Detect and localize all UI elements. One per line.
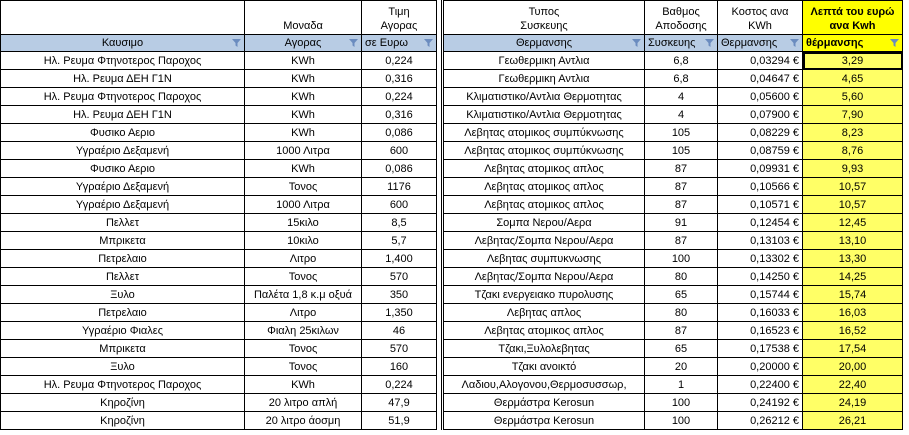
unit-cell[interactable]: Φιαλη 25κιλων [245, 322, 362, 340]
efficiency-cell[interactable]: 6,8 [645, 70, 718, 88]
header-row-filter [1, 35, 903, 52]
efficiency-cell[interactable]: 6,8 [645, 52, 718, 70]
fuel-cell[interactable]: Ηλ. Ρευμα Φτηνοτερος Παροχος [1, 52, 245, 70]
price-cell[interactable]: 1176 [362, 178, 437, 196]
fuel-cell[interactable]: Ηλ. Ρευμα Φτηνοτερος Παροχος [1, 376, 245, 394]
unit-cell[interactable]: KWh [245, 52, 362, 70]
system-cell[interactable]: Τζακι,Ξυλολεβητας [443, 340, 645, 358]
price-cell[interactable]: 0,224 [362, 52, 437, 70]
efficiency-cell[interactable]: 87 [645, 322, 718, 340]
cost-cell[interactable]: 0,13103 € [718, 232, 803, 250]
cents-cell[interactable]: 22,40 [803, 376, 903, 394]
table-row [1, 124, 903, 142]
table-row [1, 88, 903, 106]
cents-cell[interactable]: 26,21 [803, 412, 903, 430]
system-cell[interactable]: Λεβητας ατομικος απλος [443, 196, 645, 214]
fuel-cell[interactable]: Φυσικο Αεριο [1, 124, 245, 142]
cost-cell[interactable]: 0,09931 € [718, 160, 803, 178]
system-column-header[interactable]: Θερμανσης [443, 35, 645, 52]
cost-column-header[interactable]: Θερμανσης [718, 35, 803, 52]
unit-cell[interactable]: Λιτρο [245, 250, 362, 268]
table-row [1, 214, 903, 232]
unit-cell[interactable]: KWh [245, 70, 362, 88]
fuel-cell[interactable]: Ξυλο [1, 286, 245, 304]
cents-cell[interactable]: 3,29 [803, 52, 903, 70]
system-cell[interactable]: Γεωθερμικη Αντλια [443, 52, 645, 70]
unit-column-header[interactable]: Αγορας [245, 35, 362, 52]
price-cell[interactable]: 1,400 [362, 250, 437, 268]
system-cell[interactable]: Θερμάστρα Kerosun [443, 412, 645, 430]
fuel-cell[interactable]: Κηροζίνη [1, 412, 245, 430]
cost-cell[interactable]: 0,12454 € [718, 214, 803, 232]
unit-cell[interactable]: 20 λιτρο απλή [245, 394, 362, 412]
fuel-cell[interactable]: Πελλετ [1, 214, 245, 232]
filter-dropdown-icon[interactable] [790, 39, 799, 47]
table-row [1, 322, 903, 340]
fuel-cell[interactable]: Μπρικετα [1, 340, 245, 358]
unit-cell[interactable]: Τονος [245, 358, 362, 376]
fuel-column-header[interactable]: Καυσιμο [1, 35, 245, 52]
table-row [1, 412, 903, 430]
price-cell[interactable]: 1,350 [362, 304, 437, 322]
cents-cell[interactable]: 10,57 [803, 178, 903, 196]
cents-cell[interactable]: 13,30 [803, 250, 903, 268]
price-cell[interactable]: 0,086 [362, 124, 437, 142]
system-cell[interactable]: Κλιματιστικο/Αντλια Θερμοτητας [443, 106, 645, 124]
system-cell[interactable]: Λεβητας ατομικος συμπύκνωσης [443, 124, 645, 142]
price-cell[interactable]: 0,224 [362, 376, 437, 394]
unit-cell[interactable]: 1000 Λιτρα [245, 142, 362, 160]
efficiency-cell[interactable]: 80 [645, 304, 718, 322]
fuel-cell[interactable]: Ηλ. Ρευμα ΔΕΗ Γ1Ν [1, 106, 245, 124]
cents-cell[interactable]: 10,57 [803, 196, 903, 214]
efficiency-cell[interactable]: 91 [645, 214, 718, 232]
efficiency-cell[interactable]: 65 [645, 286, 718, 304]
efficiency-cell[interactable]: 87 [645, 232, 718, 250]
price-cell[interactable]: 5,7 [362, 232, 437, 250]
fuel-cell[interactable]: Φυσικο Αεριο [1, 160, 245, 178]
table-row [1, 106, 903, 124]
price-cell[interactable]: 0,316 [362, 106, 437, 124]
price-cell[interactable]: 0,224 [362, 88, 437, 106]
cents-cell[interactable]: 8,76 [803, 142, 903, 160]
price-cell[interactable]: 570 [362, 340, 437, 358]
cents-cell[interactable]: 8,23 [803, 124, 903, 142]
system-cell[interactable]: Λεβητας ατομικος απλος [443, 160, 645, 178]
cents-cell[interactable]: 16,52 [803, 322, 903, 340]
cents-cell[interactable]: 14,25 [803, 268, 903, 286]
system-cell[interactable]: Λεβητας ατομικος απλος [443, 178, 645, 196]
cost-cell[interactable]: 0,13302 € [718, 250, 803, 268]
unit-cell[interactable]: KWh [245, 124, 362, 142]
unit-cell[interactable]: 15κιλο [245, 214, 362, 232]
cents-column-header[interactable]: θέρμανσης [803, 35, 903, 52]
table-row [1, 268, 903, 286]
unit-cell[interactable]: KWh [245, 106, 362, 124]
table-row [1, 232, 903, 250]
fuel-cell[interactable]: Υγραέριο Δεξαμενή [1, 142, 245, 160]
system-cell[interactable]: Θερμάστρα Kerosun [443, 394, 645, 412]
price-cell[interactable]: 600 [362, 142, 437, 160]
unit-cell[interactable]: Τονος [245, 340, 362, 358]
fuel-cell[interactable]: Ηλ. Ρευμα ΔΕΗ Γ1Ν [1, 70, 245, 88]
unit-cell[interactable]: 10κιλο [245, 232, 362, 250]
filter-dropdown-icon[interactable] [349, 39, 358, 47]
cents-cell[interactable]: 20,00 [803, 358, 903, 376]
cost-cell[interactable]: 0,14250 € [718, 268, 803, 286]
system-cell[interactable]: Λεβητας/Σομπα Νερου/Αερα [443, 268, 645, 286]
efficiency-cell[interactable]: 105 [645, 124, 718, 142]
cost-cell[interactable]: 0,20000 € [718, 358, 803, 376]
unit-cell[interactable]: Παλέτα 1,8 κ.μ οξυά [245, 286, 362, 304]
filter-dropdown-icon[interactable] [632, 39, 641, 47]
efficiency-cell[interactable]: 105 [645, 142, 718, 160]
efficiency-cell[interactable]: 80 [645, 268, 718, 286]
cents-header-top: Λεπτά του ευρώ ανα Kwh [803, 1, 903, 35]
cost-cell[interactable]: 0,08759 € [718, 142, 803, 160]
cost-cell[interactable]: 0,10566 € [718, 178, 803, 196]
cost-cell[interactable]: 0,03294 € [718, 52, 803, 70]
table-row [1, 358, 903, 376]
system-cell[interactable]: Κλιματιστικο/Αντλια Θερμοτητας [443, 88, 645, 106]
filter-dropdown-icon[interactable] [890, 39, 899, 47]
table-row [1, 178, 903, 196]
system-cell[interactable]: Σομπα Νερου/Αερα [443, 214, 645, 232]
fuel-cell[interactable]: Ηλ. Ρευμα Φτηνοτερος Παροχος [1, 88, 245, 106]
cents-cell[interactable]: 12,45 [803, 214, 903, 232]
table-row [1, 394, 903, 412]
eff-column-header[interactable]: Συσκευης [645, 35, 718, 52]
efficiency-cell[interactable]: 87 [645, 160, 718, 178]
filter-dropdown-icon[interactable] [705, 39, 714, 47]
fuel-header-top [1, 1, 245, 35]
table-row [1, 70, 903, 88]
fuel-cell[interactable]: Κηροζίνη [1, 394, 245, 412]
efficiency-cell[interactable]: 100 [645, 394, 718, 412]
filter-dropdown-icon[interactable] [232, 39, 241, 47]
table-row [1, 304, 903, 322]
filter-dropdown-icon[interactable] [424, 39, 433, 47]
unit-cell[interactable]: Λιτρο [245, 304, 362, 322]
cents-cell[interactable]: 4,65 [803, 70, 903, 88]
efficiency-cell[interactable]: 87 [645, 196, 718, 214]
cost-cell[interactable]: 0,07900 € [718, 106, 803, 124]
cents-cell[interactable]: 15,74 [803, 286, 903, 304]
cost-cell[interactable]: 0,05600 € [718, 88, 803, 106]
price-cell[interactable]: 0,316 [362, 70, 437, 88]
system-cell[interactable]: Λεβητας απλος [443, 304, 645, 322]
price-cell[interactable]: 8,5 [362, 214, 437, 232]
table-row [1, 340, 903, 358]
system-cell[interactable]: Λεβητας ατομικος συμπύκνωσης [443, 142, 645, 160]
price-cell[interactable]: 47,9 [362, 394, 437, 412]
price-column-header[interactable]: σε Ευρω [362, 35, 437, 52]
table-row [1, 376, 903, 394]
system-cell[interactable]: Λαδιου,Αλογονου,Θερμοσυσσωρ, [443, 376, 645, 394]
cents-cell[interactable]: 5,60 [803, 88, 903, 106]
price-cell[interactable]: 0,086 [362, 160, 437, 178]
cost-cell[interactable]: 0,26212 € [718, 412, 803, 430]
cost-header-top: Κοστος ανα KWh [718, 1, 803, 35]
cost-cell[interactable]: 0,17538 € [718, 340, 803, 358]
cents-cell[interactable]: 9,93 [803, 160, 903, 178]
unit-cell[interactable]: KWh [245, 376, 362, 394]
cents-cell[interactable]: 24,19 [803, 394, 903, 412]
price-header-top: Τιμη Αγορας [362, 1, 437, 35]
efficiency-cell[interactable]: 4 [645, 106, 718, 124]
price-cell[interactable]: 570 [362, 268, 437, 286]
table-row [1, 52, 903, 70]
cost-cell[interactable]: 0,10571 € [718, 196, 803, 214]
fuel-cell[interactable]: Υγραέριο Φιαλες [1, 322, 245, 340]
unit-cell[interactable]: KWh [245, 160, 362, 178]
table-row [1, 250, 903, 268]
efficiency-cell[interactable]: 20 [645, 358, 718, 376]
price-cell[interactable]: 51,9 [362, 412, 437, 430]
efficiency-cell[interactable]: 1 [645, 376, 718, 394]
table-row [1, 196, 903, 214]
fuel-cell[interactable]: Πετρελαιο [1, 304, 245, 322]
fuel-cell[interactable]: Υγραέριο Δεξαμενή [1, 178, 245, 196]
header-row-top [1, 1, 903, 35]
price-cell[interactable]: 350 [362, 286, 437, 304]
cost-cell[interactable]: 0,16033 € [718, 304, 803, 322]
unit-cell[interactable]: 1000 Λιτρα [245, 196, 362, 214]
table-row [1, 286, 903, 304]
unit-cell[interactable]: KWh [245, 88, 362, 106]
fuel-cell[interactable]: Πελλετ [1, 268, 245, 286]
efficiency-cell[interactable]: 65 [645, 340, 718, 358]
table-row [1, 160, 903, 178]
cost-cell[interactable]: 0,08229 € [718, 124, 803, 142]
table-row [1, 142, 903, 160]
cost-cell[interactable]: 0,24192 € [718, 394, 803, 412]
price-cell[interactable]: 160 [362, 358, 437, 376]
system-cell[interactable]: Γεωθερμικη Αντλια [443, 70, 645, 88]
efficiency-cell[interactable]: 100 [645, 412, 718, 430]
cents-cell[interactable]: 7,90 [803, 106, 903, 124]
cents-cell[interactable]: 16,03 [803, 304, 903, 322]
eff-header-top: Βαθμος Αποδοσης [645, 1, 718, 35]
unit-header-top: Μοναδα [245, 1, 362, 35]
system-cell[interactable]: Λεβητας ατομικος απλος [443, 322, 645, 340]
system-cell[interactable]: Τζακι ανοικτό [443, 358, 645, 376]
cost-cell[interactable]: 0,22400 € [718, 376, 803, 394]
fuel-cell[interactable]: Πετρελαιο [1, 250, 245, 268]
unit-cell[interactable]: Τονος [245, 178, 362, 196]
fuel-cell[interactable]: Υγραέριο Δεξαμενή [1, 196, 245, 214]
system-cell[interactable]: Λεβητας/Σομπα Νερου/Αερα [443, 232, 645, 250]
cents-cell[interactable]: 13,10 [803, 232, 903, 250]
system-header-top: Τυπος Συσκευης [443, 1, 645, 35]
cost-cell[interactable]: 0,15744 € [718, 286, 803, 304]
efficiency-cell[interactable]: 100 [645, 250, 718, 268]
price-cell[interactable]: 600 [362, 196, 437, 214]
system-cell[interactable]: Λεβητας συμπυκνωσης [443, 250, 645, 268]
efficiency-cell[interactable]: 4 [645, 88, 718, 106]
fuel-cell[interactable]: Ξυλο [1, 358, 245, 376]
fuel-cell[interactable]: Μπρικετα [1, 232, 245, 250]
cents-cell[interactable]: 17,54 [803, 340, 903, 358]
cost-cell[interactable]: 0,04647 € [718, 70, 803, 88]
efficiency-cell[interactable]: 87 [645, 178, 718, 196]
price-cell[interactable]: 46 [362, 322, 437, 340]
unit-cell[interactable]: 20 λιτρο άοσμη [245, 412, 362, 430]
system-cell[interactable]: Τζακι ενεργειακο πυρολυσης [443, 286, 645, 304]
unit-cell[interactable]: Τονος [245, 268, 362, 286]
cost-cell[interactable]: 0,16523 € [718, 322, 803, 340]
